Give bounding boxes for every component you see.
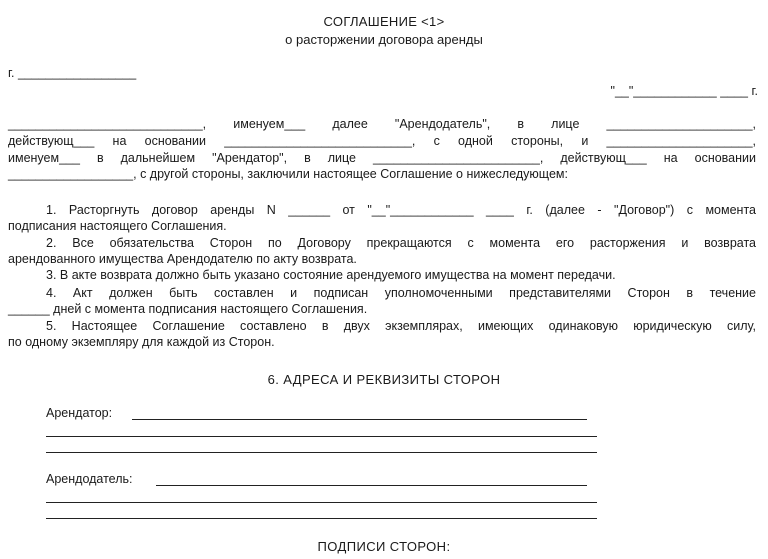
clause-2 <box>8 235 756 267</box>
intro-line-3: именуем___ в дальнейшем "Арендатор", в лице ________________________, действующ___ на основании <box>8 151 756 165</box>
clause-4 <box>8 285 756 317</box>
intro-line-2: действующ___ на основании ___________________________, с одной стороны, и _____________________, <box>8 134 756 148</box>
date-line: "__"____________ ____ г. <box>610 84 758 98</box>
place-line: г. _________________ <box>8 66 137 80</box>
intro-line-4: __________________, с другой стороны, заключили настоящее Соглашение о нижеследующем: <box>8 167 568 181</box>
clause-4-first-line: 4. Акт должен быть составлен и подписан уполномоченными представителями Сторон в течение <box>46 286 756 300</box>
addresses-section-title: 6. АДРЕСА И РЕКВИЗИТЫ СТОРОН <box>267 372 501 387</box>
landlord-label: Арендодатель: <box>46 472 133 486</box>
landlord-details-line-2 <box>46 502 597 503</box>
landlord-details-line-3 <box>46 518 597 519</box>
clause-2-first-line: 2. Все обязательства Сторон по Договору прекращаются с момента его расторжения и возврата <box>46 236 756 250</box>
tenant-details-line-1 <box>132 419 587 420</box>
tenant-details-line-2 <box>46 436 597 437</box>
clause-5-continuation: по одному экземпляру для каждой из Сторон. <box>8 335 275 349</box>
clause-1-first-line: 1. Расторгнуть договор аренды N ______ от "__"____________ ____ г. (далее - "Договор") с момента <box>46 203 756 217</box>
clause-1 <box>8 202 756 234</box>
tenant-details-line-3 <box>46 452 597 453</box>
clause-5-first-line: 5. Настоящее Соглашение составлено в двух экземплярах, имеющих одинаковую юридическую силу, <box>46 319 756 333</box>
landlord-details-line-1 <box>156 485 587 486</box>
clause-3: 3. В акте возврата должно быть указано состояние арендуемого имущества на момент передачи. <box>46 268 616 282</box>
document-title: СОГЛАШЕНИЕ <1> <box>323 14 445 29</box>
document-subtitle: о расторжении договора аренды <box>285 32 483 47</box>
clause-5 <box>8 318 756 350</box>
signatures-title: ПОДПИСИ СТОРОН: <box>317 539 451 554</box>
clause-4-continuation: ______ дней с момента подписания настоящего Соглашения. <box>8 302 368 316</box>
clause-2-continuation: арендованного имущества Арендодателю по акту возврата. <box>8 252 357 266</box>
tenant-label: Арендатор: <box>46 406 113 420</box>
intro-line-1: ____________________________, именуем___ далее "Арендодатель", в лице _____________________, <box>8 117 756 131</box>
clause-1-continuation: подписания настоящего Соглашения. <box>8 219 227 233</box>
